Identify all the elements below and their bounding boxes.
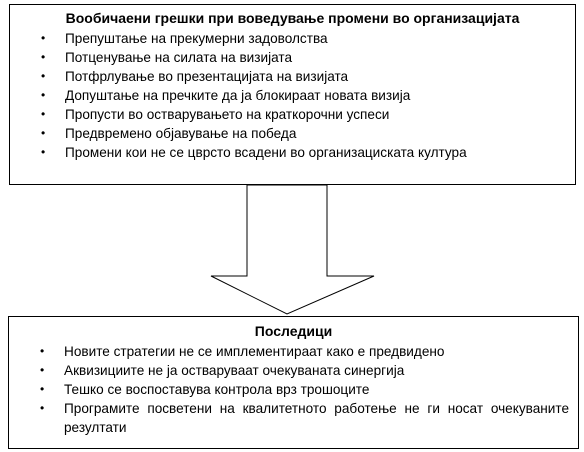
bullet-icon: • xyxy=(40,344,45,358)
common-mistakes-box xyxy=(9,4,576,185)
consequences-title: Последици xyxy=(254,323,333,339)
list-item: • Новите стратегии не се имплементираат како е предвидено xyxy=(40,344,445,359)
common-mistakes-title: Вообичаени грешки при воведување промени во организацијата xyxy=(65,10,520,26)
consequences-box xyxy=(8,316,579,449)
list-item: • Тешко се воспоставува контрола врз трошоците xyxy=(40,382,370,397)
list-item: • Потфрлување во презентацијата на визијата xyxy=(41,69,349,84)
bullet-icon: • xyxy=(40,363,45,377)
bullet-icon: • xyxy=(41,69,46,83)
list-item: • Програмите посветени на квалитетното работење не ги носат очекуваните резултати xyxy=(40,401,569,435)
list-item: • Промени кои не се цврсто всадени во организациската култура xyxy=(41,145,467,160)
bullet-icon: • xyxy=(41,107,46,121)
bullet-icon: • xyxy=(41,145,46,159)
bullet-icon: • xyxy=(41,88,46,102)
list-item: • Потценување на силата на визијата xyxy=(41,50,293,65)
bullet-icon: • xyxy=(40,382,45,396)
list-item: • Допуштање на пречките да ја блокираат новата визија xyxy=(41,88,411,103)
common-mistakes-list xyxy=(10,29,575,162)
bullet-icon: • xyxy=(40,401,45,415)
list-item: • Препуштање на прекумерни задоволства xyxy=(41,31,328,46)
consequences-list xyxy=(9,342,578,437)
bullet-icon: • xyxy=(41,126,46,140)
bullet-icon: • xyxy=(41,50,46,64)
bullet-icon: • xyxy=(41,31,46,45)
list-item: • Пропусти во остварувањето на краткорочни успеси xyxy=(41,107,390,122)
list-item: • Предвремено објавување на победа xyxy=(41,126,297,141)
list-item: • Аквизициите не ја остваруваат очекуваната синергија xyxy=(40,363,405,378)
